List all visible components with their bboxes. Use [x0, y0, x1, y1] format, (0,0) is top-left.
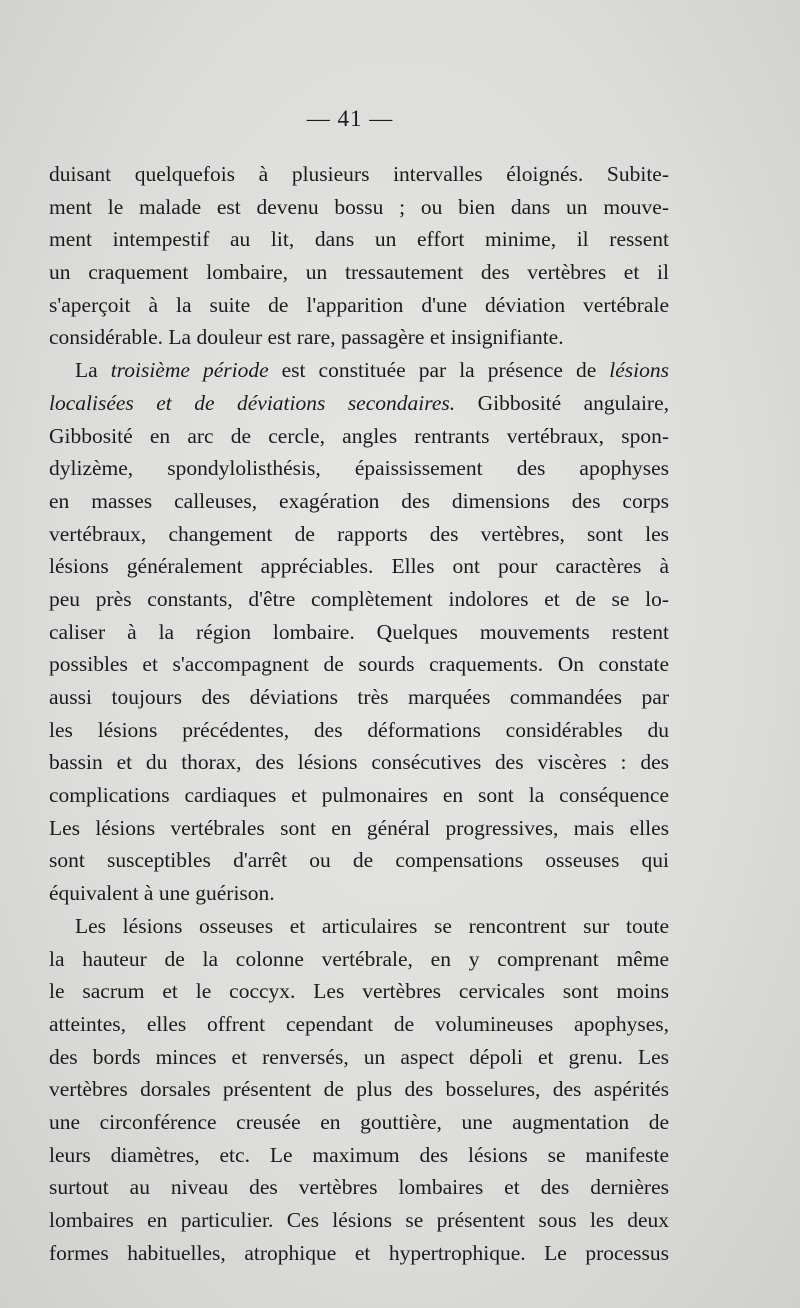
text-line: [49, 321, 669, 354]
text-line: [49, 452, 669, 485]
text-span: complications cardiaques et pulmonaires en sont la conséquence: [49, 783, 669, 808]
text-line: [49, 812, 669, 845]
italic-text: localisées et de déviations secondaires.: [49, 390, 456, 415]
text-span: ment le malade est devenu bossu ; ou bien dans un mouve-: [49, 194, 669, 219]
text-line: [49, 223, 669, 256]
text-span: leurs diamètres, etc. Le maximum des lésions se manifeste: [49, 1142, 669, 1167]
text-line: [49, 354, 669, 387]
text-line: [49, 1041, 669, 1074]
text-span: Les lésions vertébrales sont en général progressives, mais elles: [49, 815, 669, 840]
text-span: en masses calleuses, exagération des dimensions des corps: [49, 488, 669, 513]
text-line: [49, 910, 669, 943]
text-line: [49, 943, 669, 976]
text-span: bassin et du thorax, des lésions consécutives des viscères : des: [49, 750, 669, 775]
text-span: s'aperçoit à la suite de l'apparition d'une déviation vertébrale: [49, 292, 669, 317]
text-span: lésions généralement appréciables. Elles ont pour caractères à: [49, 554, 669, 579]
text-span: aussi toujours des déviations très marquées commandées par: [49, 685, 669, 709]
text-line: [49, 289, 669, 322]
text-line: [49, 844, 669, 877]
text-span: Gibbosité angulaire,: [455, 390, 669, 415]
text-span: lombaires en particulier. Ces lésions se présentent sous les deux: [49, 1208, 669, 1232]
text-span: duisant quelquefois à plusieurs intervalles éloignés. Subite-: [49, 162, 669, 186]
text-line: [49, 779, 669, 812]
text-line: [49, 714, 669, 747]
text-line: [49, 387, 669, 420]
text-line: [49, 1106, 669, 1139]
page-number: — 41 —: [306, 106, 394, 131]
text-line: [49, 746, 669, 779]
italic-text: lésions: [609, 358, 669, 383]
text-span: surtout au niveau des vertèbres lombaires et des dernières: [49, 1175, 669, 1200]
text-span: ment intempestif au lit, dans un effort minime, il ressent: [49, 227, 669, 252]
text-span: dylizème, spondylolisthésis, épaississement des apophyses: [49, 456, 669, 481]
text-line: [49, 158, 669, 191]
text-line: [49, 1073, 669, 1106]
text-line: [49, 583, 669, 616]
text-line: [49, 681, 669, 714]
text-line: [49, 256, 669, 289]
text-span: la hauteur de la colonne vertébrale, en y comprenant même: [49, 946, 669, 971]
text-line: [49, 518, 669, 551]
text-line: [49, 1139, 669, 1172]
text-line: [49, 1008, 669, 1041]
text-line: [49, 877, 669, 910]
text-span: vertèbres dorsales présentent de plus des bosselures, des aspérités: [49, 1077, 669, 1102]
text-span: une circonférence creusée en gouttière, une augmentation de: [49, 1109, 669, 1134]
text-line: [49, 420, 669, 453]
text-line: [49, 616, 669, 649]
text-span: considérable. La douleur est rare, passagère et insignifiante.: [49, 325, 564, 350]
text-span: vertébraux, changement de rapports des vertèbres, sont les: [49, 521, 669, 546]
text-span: des bords minces et renversés, un aspect dépoli et grenu. Les: [49, 1044, 669, 1069]
text-span: le sacrum et le coccyx. Les vertèbres cervicales sont moins: [49, 979, 669, 1004]
text-span: formes habituelles, atrophique et hypertrophique. Le processus: [49, 1240, 669, 1265]
text-span: les lésions précédentes, des déformations considérables du: [49, 717, 669, 742]
italic-text: troisième période: [110, 358, 269, 383]
text-line: [49, 1171, 669, 1204]
text-span: Gibbosité en arc de cercle, angles rentrants vertébraux, spon-: [49, 423, 669, 448]
text-span: peu près constants, d'être complètement indolores et de se lo-: [49, 586, 669, 611]
text-span: caliser à la région lombaire. Quelques mouvements restent: [49, 619, 669, 644]
text-line: [49, 191, 669, 224]
text-line: [49, 975, 669, 1008]
text-span: La: [75, 358, 111, 383]
text-span: atteintes, elles offrent cependant de volumineuses apophyses,: [49, 1011, 669, 1036]
text-line: [49, 485, 669, 518]
text-span: possibles et s'accompagnent de sourds craquements. On constate: [49, 652, 669, 677]
text-line: [49, 648, 669, 681]
text-span: Les lésions osseuses et articulaires se rencontrent sur toute: [75, 913, 669, 938]
body-text: [49, 158, 669, 1269]
text-span: équivalent à une guérison.: [49, 881, 275, 906]
text-span: un craquement lombaire, un tressautement des vertèbres et il: [49, 260, 669, 285]
text-span: est constituée par la présence de: [268, 358, 610, 383]
text-line: [49, 550, 669, 583]
text-line: [49, 1237, 669, 1270]
text-span: sont susceptibles d'arrêt ou de compensations osseuses qui: [49, 848, 669, 873]
text-line: [49, 1204, 669, 1237]
